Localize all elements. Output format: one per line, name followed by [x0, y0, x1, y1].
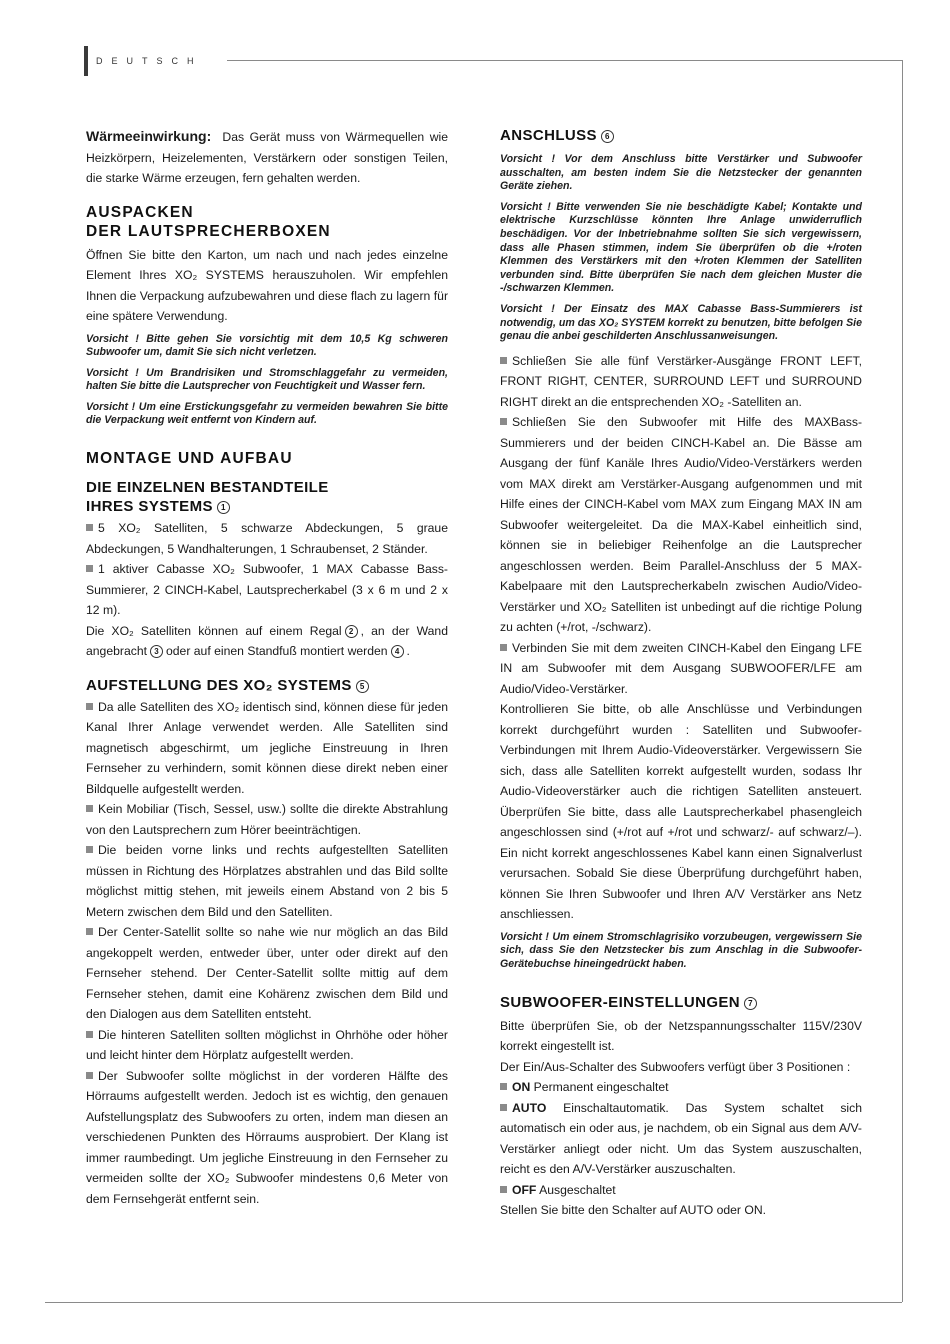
unpack-text: Öffnen Sie bitte den Karton, um nach und nach jedes einzelne Element Ihres XO₂ SYSTEMS herauszuholen. Wir empfehlen Ihnen die Verpackung aufzubewahren und diese flach zu lagern für eine spätere Verwendung.	[86, 247, 448, 323]
mode-on-label: ON	[512, 1080, 531, 1094]
frame-top-rule	[227, 60, 902, 61]
figure-number-4: 4	[391, 645, 404, 658]
heat-title: Wärmeeinwirkung:	[86, 128, 212, 144]
parts-mounting-d: .	[406, 644, 410, 659]
parts-mounting-a: Die XO₂ Satelliten können auf einem Regal	[86, 623, 342, 638]
subwoofer-voltage-text: Bitte überprüfen Sie, ob der Netzspannungsschalter 115V/230V korrekt eingestellt ist.	[500, 1018, 862, 1053]
heat-paragraph	[86, 126, 448, 189]
setup-item-6-text: Der Subwoofer sollte möglichst in der vorderen Hälfte des Hörraums aufgestellt werden. Jedoch ist es wichtig, den genauen Aufstellungsplatz des Subwoofers zu orten, indem man diesen an verschiedenen Punkten des Hörraums ausprobiert. Der Klang ist immer raumbedingt. Um jegliche Einstreuung in den Fernseher zu vermeiden sollte der XO₂ Subwoofer mindestens 0,6 Meter von dem Fernsehgerät entfernt sein.	[86, 1068, 448, 1206]
setup-item-1-text: Da alle Satelliten des XO₂ identisch sind, können diese für jeden Kanal Ihrer Anlage verwendet werden. Alle Satelliten sind magnetisch abgeschirmt, um jegliche Einstreuung in Ihren Fernseher zu verhindern, somit können diese direkt neben einer Bildquelle aufgestellt werden.	[86, 699, 448, 796]
frame-right-rule	[902, 60, 903, 1302]
connection-item-3	[500, 638, 862, 700]
mode-auto-text: Einschaltautomatik. Das System schaltet sich automatisch ein oder aus, je nachdem, ob ein Signal aus dem A/V-Verstärker anliegt oder nicht. Um das System auszuschalten, reicht es den A/V-Verstärker auszuschalten.	[500, 1100, 863, 1176]
connection-warning-1: Vorsicht ! Vor dem Anschluss bitte Verstärker und Subwoofer ausschalten, am besten indem Sie die Netzstecker der genannten Geräte ziehen.	[500, 153, 862, 193]
connection-title	[500, 126, 862, 145]
figure-number-3: 3	[150, 645, 163, 658]
square-bullet-icon	[500, 644, 507, 651]
header-bar	[84, 46, 88, 76]
square-bullet-icon	[500, 1104, 507, 1111]
setup-title-text: AUFSTELLUNG DES XO₂ SYSTEMS	[86, 676, 352, 694]
header-language: DEUTSCH	[96, 56, 203, 66]
parts-item-1-text: 5 XO₂ Satelliten, 5 schwarze Abdeckungen, 5 graue Abdeckungen, 5 Wandhalterungen, 1 Schraubenset, 2 Ständer.	[86, 521, 448, 556]
setup-item-2-text: Kein Mobiliar (Tisch, Sessel, usw.) sollte die direkte Abstrahlung von den Lautsprechern zum Hörer beeinträchtigen.	[86, 802, 448, 837]
figure-number-1: 1	[217, 501, 230, 514]
connection-warning-4: Vorsicht ! Um einem Stromschlagrisiko vorzubeugen, vergewissern Sie sich, dass Sie den Netzstecker bis zum Anschlag in die Subwoofer-Gerätebuchse hineingedrückt haben.	[500, 930, 862, 970]
parts-item-2-text: 1 aktiver Cabasse XO₂ Subwoofer, 1 MAX Cabasse Bass-Summierer, 2 CINCH-Kabel, Lautsprecherkabel (3 x 6 m und 2 x 12 m).	[86, 562, 448, 618]
square-bullet-icon	[86, 1072, 93, 1079]
setup-item-3-text: Die beiden vorne links und rechts aufgestellten Satelliten müssen in Richtung des Hörplatzes abstrahlen und das Bild sollte möglichst mittig stehen, mit jeweils einem Abstand von 2 bis 5 Metern zwischen dem Bild und den Satelliten.	[86, 843, 448, 919]
parts-mounting-c: oder auf einen Standfuß montiert werden	[166, 644, 388, 659]
square-bullet-icon	[86, 846, 93, 853]
setup-item-6	[86, 1066, 448, 1210]
unpack-title-line-1: AUSPACKEN	[86, 203, 194, 221]
figure-number-6: 6	[601, 130, 614, 143]
unpack-title-line-2: DER LAUTSPRECHERBOXEN	[86, 222, 331, 240]
right-column	[500, 126, 862, 1221]
square-bullet-icon	[86, 805, 93, 812]
square-bullet-icon	[86, 703, 93, 710]
figure-number-5: 5	[356, 680, 369, 693]
unpack-warning-1: Vorsicht ! Bitte gehen Sie vorsichtig mit dem 10,5 Kg schweren Subwoofer um, damit Sie sich nicht verletzen.	[86, 332, 448, 359]
setup-item-3	[86, 840, 448, 922]
heat-text: Das Gerät muss von Wärmequellen wie Heizkörpern, Heizelementen, Verstärkern oder sonstigen Teilen, die starke Wärme erzeugen, fern gehalten werden.	[86, 130, 448, 185]
square-bullet-icon	[500, 1186, 507, 1193]
mode-auto-label: AUTO	[512, 1100, 547, 1115]
connection-item-1	[500, 351, 862, 413]
parts-mounting	[86, 621, 448, 662]
connection-check: Kontrollieren Sie bitte, ob alle Anschlüsse und Verbindungen korrekt durchgeführt wurden : Satelliten und Subwoofer-Verbindungen mit Ihrem Audio-Videoverstärker. Vergewissern Sie sich, dass alle Satelliten korrekt aufgestellt wurden, sodass Ihr Audio-Videoverstärker auch die richtigen Satelliten ansteuert. Überprüfen Sie bitte, dass alle Lautsprecherkabel phasengleich angeschlossen sind (+/rot auf +/rot und schwarz/- auf schwarz/–). Ein nicht korrekt angeschlossenes Kabel kann einen Signalverlust verursachen. Sobald Sie diese Überprüfung durchgeführt haben, können Sie Ihren Subwoofer und Ihren A/V Verstärker ans Netz anschliessen.	[500, 702, 862, 922]
square-bullet-icon	[500, 418, 507, 425]
connection-item-1-text: Schließen Sie alle fünf Verstärker-Ausgänge FRONT LEFT, FRONT RIGHT, CENTER, SURROUND LEFT und SURROUND RIGHT direkt an die entsprechenden XO₂ -Satelliten an.	[500, 353, 862, 409]
setup-item-4	[86, 922, 448, 1025]
square-bullet-icon	[86, 524, 93, 531]
square-bullet-icon	[500, 1083, 507, 1090]
square-bullet-icon	[500, 357, 507, 364]
parts-title-line-1: DIE EINZELNEN BESTANDTEILE	[86, 479, 329, 497]
setup-item-1	[86, 697, 448, 800]
mode-off	[500, 1180, 862, 1201]
connection-warning-2: Vorsicht ! Bitte verwenden Sie nie beschädigte Kabel; Kontakte und elektrische Kurzschlüsse könnten Ihre Anlage unwiderruflich beschädigen. Vor der Inbetriebnahme sollten Sie sich vergewissern, dass alle Phasen stimmen, indem Sie überprüfen ob die +/roten Klemmen des Verstärkers mit den +/roten Klemmen der Satelliten verbunden sind. Bitte überprüfen Sie nach dem gleichen Muster die -/schwarzen Klemmen.	[500, 200, 862, 295]
square-bullet-icon	[86, 1031, 93, 1038]
square-bullet-icon	[86, 928, 93, 935]
mode-off-label: OFF	[512, 1182, 537, 1197]
mode-on-text: Permanent eingeschaltet	[533, 1080, 669, 1094]
figure-number-2: 2	[345, 625, 358, 638]
parts-mounting-b: , an der Wand angebracht	[86, 623, 448, 659]
setup-item-5-text: Die hinteren Satelliten sollten möglichst in Ohrhöhe oder höher und leicht hinter dem Hörplatz aufgestellt werden.	[86, 1027, 448, 1063]
figure-number-7: 7	[744, 997, 757, 1010]
subwoofer-settings-title	[500, 993, 862, 1012]
subwoofer-positions-text: Der Ein/Aus-Schalter des Subwoofers verfügt über 3 Positionen :	[500, 1059, 851, 1074]
setup-item-2	[86, 799, 448, 840]
unpack-title	[86, 203, 448, 241]
connection-warning-3: Vorsicht ! Der Einsatz des MAX Cabasse Bass-Summierers ist notwendig, um das XO₂ SYSTEM korrekt zu benutzen, bitte befolgen Sie genau die anbei geschilderten Anschlussanweisungen.	[500, 302, 862, 343]
unpack-warning-2: Vorsicht ! Um Brandrisiken und Stromschlaggefahr zu vermeiden, halten Sie bitte die Lautsprecher von Feuchtigkeit und Wasser fern.	[86, 366, 448, 393]
setup-item-4-text: Der Center-Satellit sollte so nahe wie nur möglich an das Bild angekoppelt werden, entweder über, unter oder direkt auf den Fernseher stehend. Der Center-Satellit sollte mittig auf dem Fernseher stehen, damit eine Kohärenz zwischen dem Bild und den Dialogen aus dem Satelliten entsteht.	[86, 925, 448, 1022]
left-column	[86, 126, 448, 1209]
subwoofer-settings-title-text: SUBWOOFER-EINSTELLUNGEN	[500, 993, 741, 1011]
connection-item-2-text: Schließen Sie den Subwoofer mit Hilfe des MAXBass-Summierers und der beiden CINCH-Kabel an. Die Bässe am Ausgang der fünf Kanäle Ihres Audio/Video-Verstärkers werden vom MAX direkt am Verstärker-Ausgang aufgenommen und mit Hilfe eines der CINCH-Kabel vom MAX zum Eingang MAX IN am Subwoofer weitergeleitet. Da die MAX-Kabel einheitlich sind, können sie in beliebiger Reihenfolge an die Lautsprecher angeschlossen werden. Beim Parallel-Anschluss der 5 MAX-Kabelpaare mit den Lautsprecherkabeln zwischen Audio/Video-Verstärker und XO₂ Satelliten ist unbedingt auf die richtige Polung zu achten (+/rot, -/schwarz).	[500, 415, 862, 635]
square-bullet-icon	[86, 565, 93, 572]
mount-title: MONTAGE UND AUFBAU	[86, 450, 293, 468]
unpack-warning-3: Vorsicht ! Um eine Erstickungsgefahr zu vermeiden bewahren Sie bitte die Verpackung weit entfernt von Kindern auf.	[86, 400, 448, 427]
parts-title-line-2: IHRES SYSTEMS	[86, 498, 213, 516]
mode-auto	[500, 1098, 862, 1180]
setup-title	[86, 676, 448, 695]
setup-item-5	[86, 1025, 448, 1066]
parts-item-1	[86, 518, 448, 559]
mode-on	[500, 1077, 862, 1098]
subwoofer-final-instruction: Stellen Sie bitte den Schalter auf AUTO oder ON.	[500, 1203, 767, 1217]
mode-off-text: Ausgeschaltet	[539, 1182, 616, 1197]
connection-item-2	[500, 412, 862, 638]
parts-item-2	[86, 559, 448, 621]
frame-bottom-rule	[45, 1302, 902, 1303]
connection-title-text: ANSCHLUSS	[500, 127, 597, 144]
connection-item-3-text: Verbinden Sie mit dem zweiten CINCH-Kabel den Eingang LFE IN am Subwoofer mit dem Ausgang SUBWOOFER/LFE am Audio/Video-Verstärker.	[500, 640, 862, 696]
parts-title	[86, 478, 448, 516]
